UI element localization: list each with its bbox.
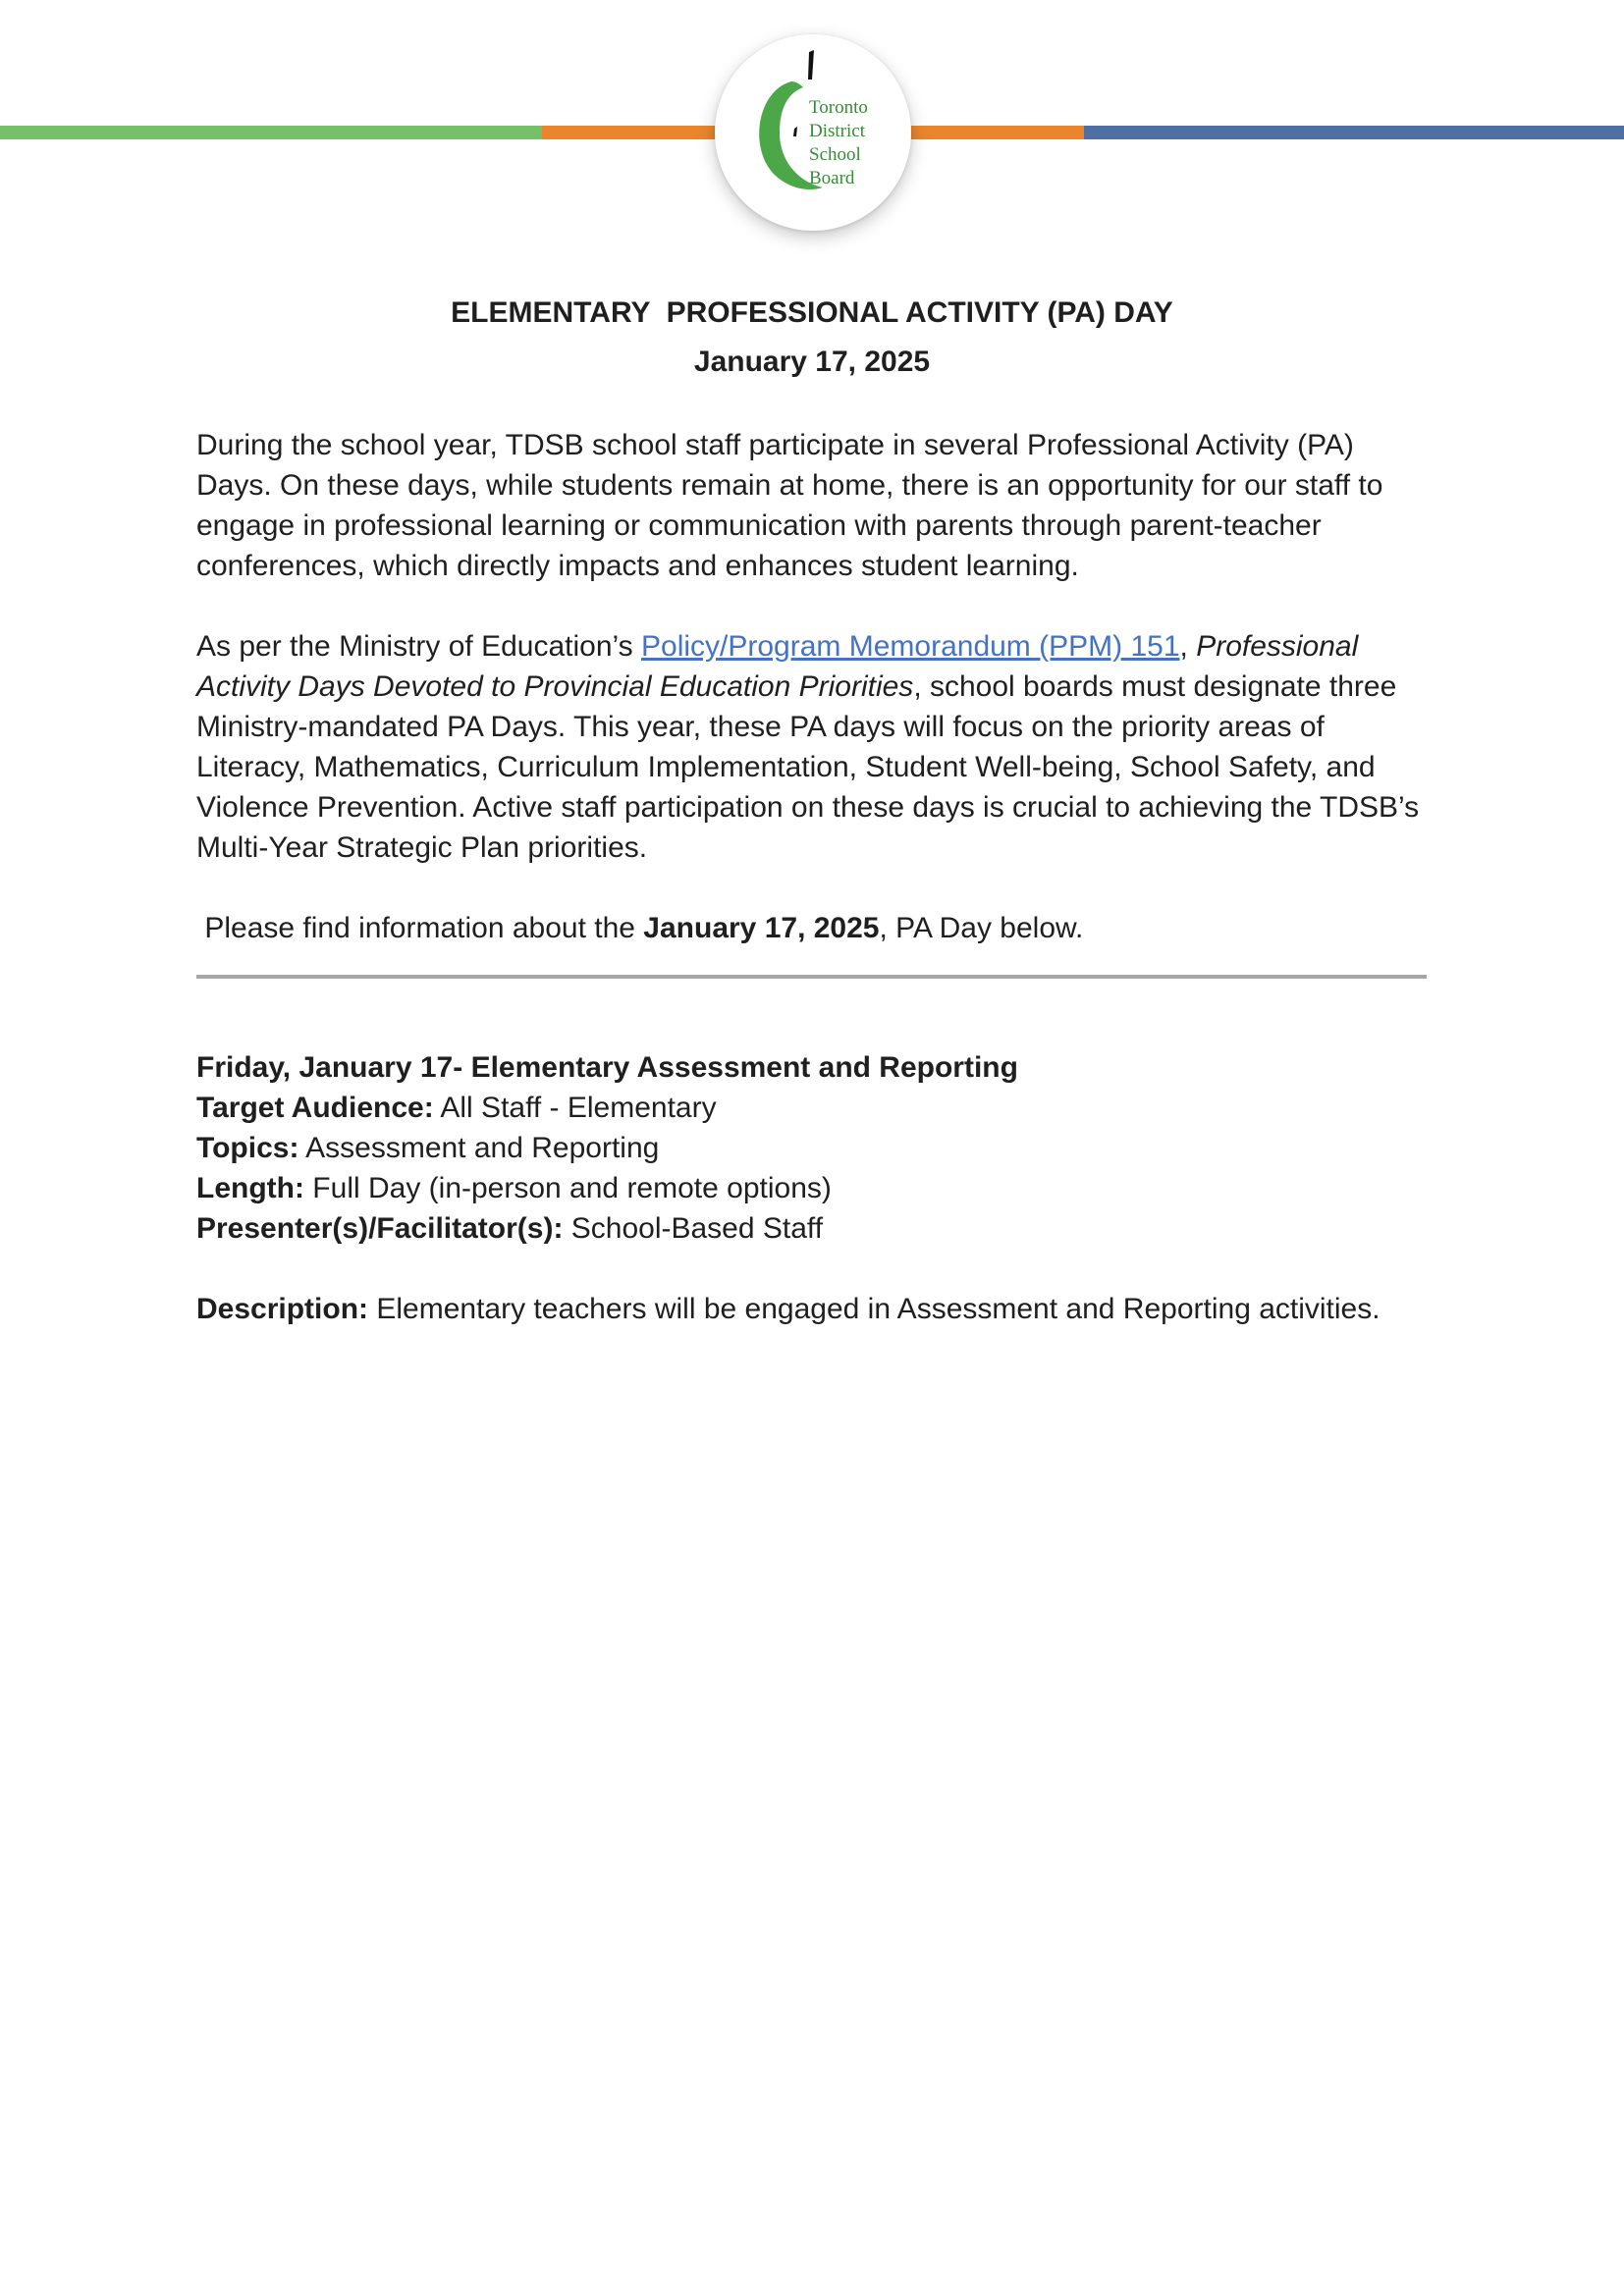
tdsb-logo [715, 34, 911, 231]
presenter-label: Presenter(s)/Facilitator(s): [196, 1212, 564, 1245]
find-info-date: January 17, 2025 [643, 912, 880, 944]
find-info-suffix: , PA Day below. [879, 912, 1084, 944]
description-value: Elementary teachers will be engaged in Assessment and Reporting activities. [368, 1293, 1380, 1325]
session-details [196, 1047, 1434, 1329]
length-line [196, 1168, 1434, 1208]
topics-line [196, 1128, 1434, 1168]
ppm-paragraph [196, 626, 1434, 868]
page-date: January 17, 2025 [693, 346, 931, 378]
logo-word-4: Board [809, 168, 855, 188]
logo-word-3: School [809, 144, 861, 165]
presenter-value: School-Based Staff [563, 1212, 824, 1245]
audience-label: Target Audience: [196, 1092, 434, 1124]
find-info-paragraph [196, 908, 1434, 948]
topics-label: Topics: [196, 1132, 299, 1164]
session-heading [196, 1047, 1434, 1088]
logo-word-1: Toronto [809, 97, 868, 118]
length-label: Length: [196, 1172, 304, 1204]
audience-line [196, 1088, 1434, 1128]
spacer [196, 1249, 1434, 1289]
topics-value: Assessment and Reporting [298, 1132, 660, 1164]
length-value: Full Day (in-person and remote options) [303, 1172, 832, 1204]
session-heading-text: Friday, January 17- Elementary Assessment and Reporting [196, 1051, 1018, 1084]
document-body [196, 425, 1434, 988]
description-label: Description: [196, 1293, 369, 1325]
audience-value: All Staff - Elementary [433, 1092, 717, 1124]
ppm-151-link[interactable]: Policy/Program Memorandum (PPM) 151 [641, 630, 1180, 663]
ppm-title: Professional Activity Days Devoted to Provincial Education Priorities [196, 630, 1359, 703]
logo-word-2: District [809, 121, 865, 141]
ppm-rest: , school boards must designate three Ministry-mandated PA Days. This year, these PA days will focus on the priority areas of Literacy, Mathematics, Curriculum Implementation, Student Well-being, School Safety, and Violence Prevention. Active staff participation on these days is crucial to achieving the TDSB’s Multi-Year Strategic Plan priorities. [196, 670, 1420, 864]
apple-logo-icon [715, 34, 911, 231]
section-divider [196, 975, 1427, 979]
page-title: ELEMENTARY PROFESSIONAL ACTIVITY (PA) DAY [451, 296, 1173, 329]
find-info-prefix: Please find information about the [196, 912, 644, 944]
band-blue-segment [1084, 126, 1624, 139]
band-green-segment [0, 126, 542, 139]
presenter-line [196, 1208, 1434, 1249]
ppm-prefix: As per the Ministry of Education’s [196, 630, 641, 663]
description-line [196, 1289, 1434, 1329]
ppm-comma: , [1179, 630, 1197, 663]
intro-paragraph: During the school year, TDSB school staff participate in several Professional Activity (PA) Days. On these days, while students remain at home, there is an opportunity for our staff to engage in professional learning or communication with parents through parent-teacher conferences, which directly impacts and enhances student learning. [196, 429, 1383, 582]
